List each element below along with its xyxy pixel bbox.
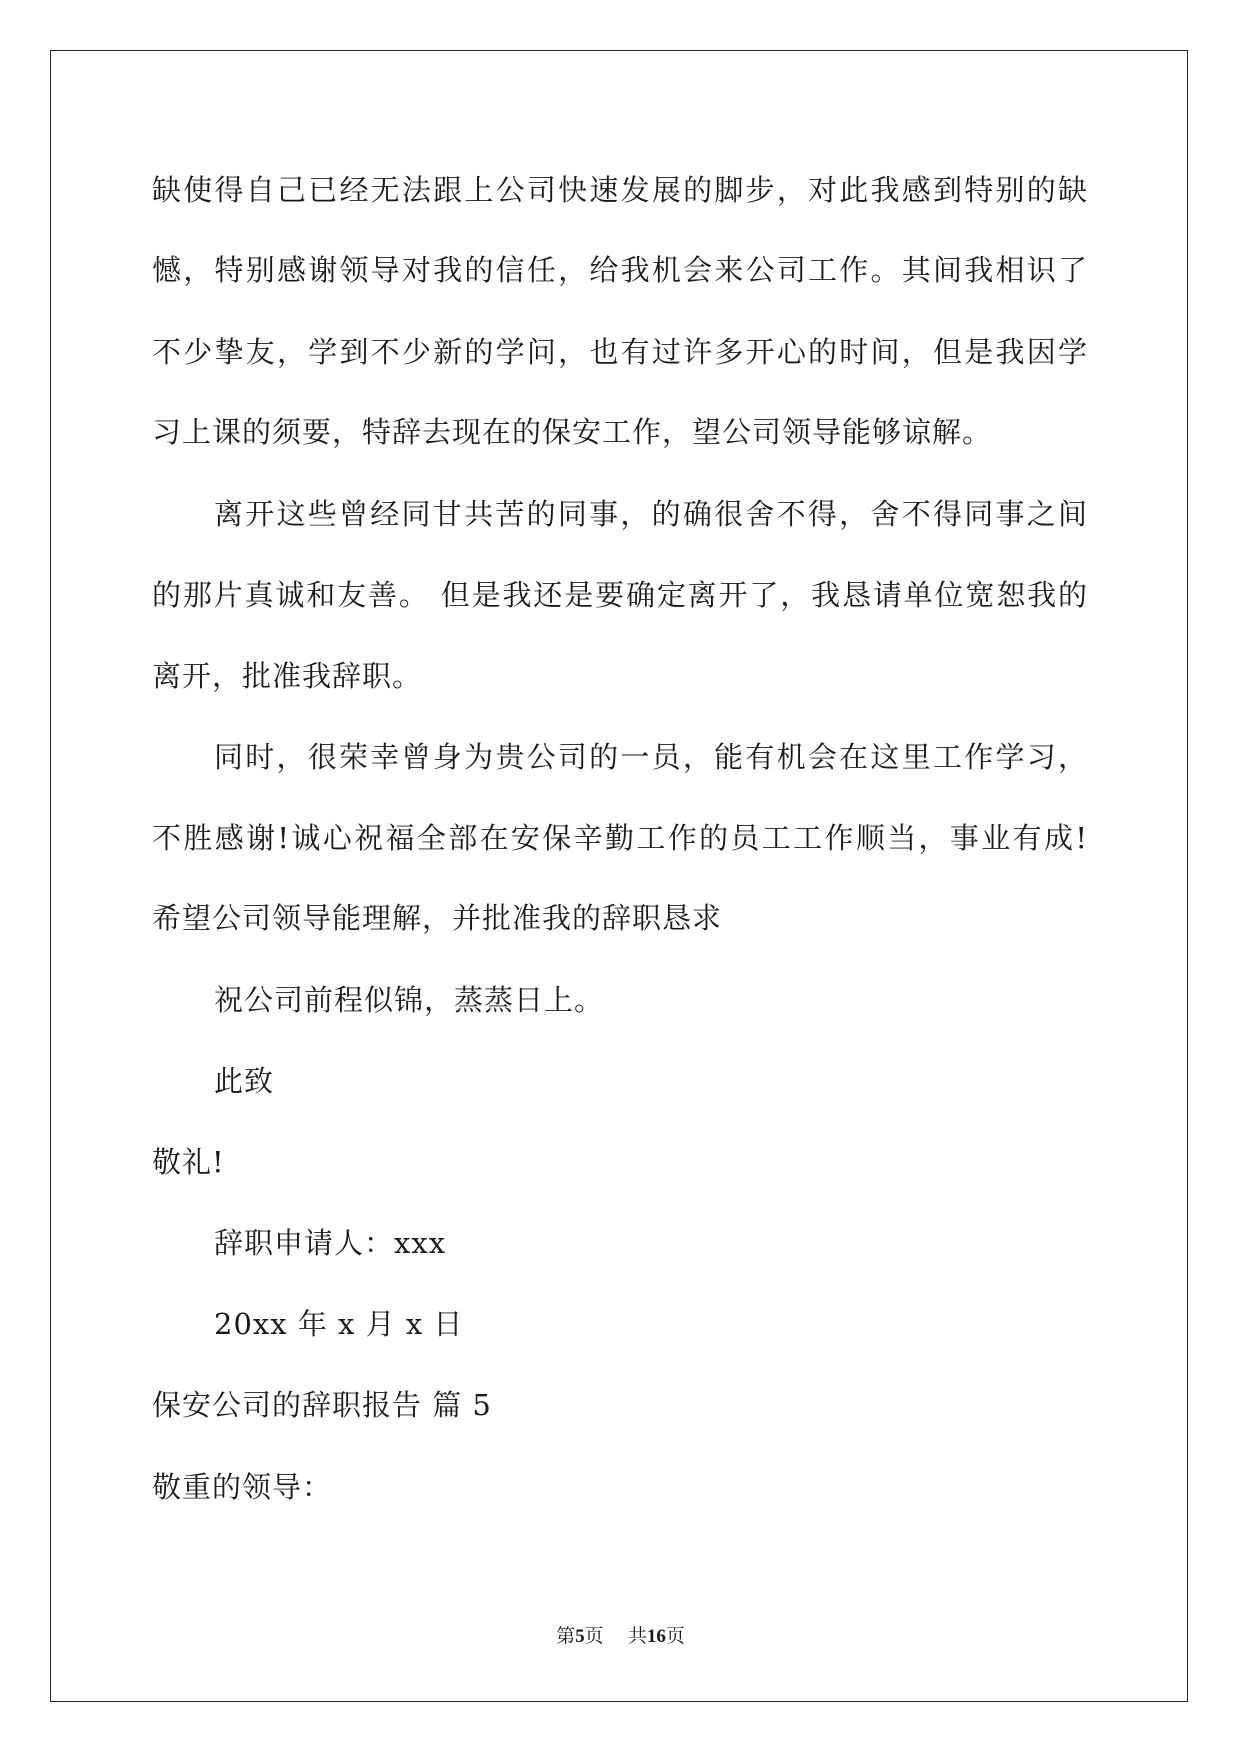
- body-text-line: 缺使得自己已经无法跟上公司快速发展的脚步，对此我感到特别的缺: [152, 173, 1087, 207]
- body-text-line: 习上课的须要，特辞去现在的保安工作，望公司领导能够谅解。: [152, 415, 993, 449]
- body-text-line: 离开这些曾经同甘共苦的同事，的确很舍不得，舍不得同事之间: [214, 497, 1087, 531]
- closing-wish: 祝公司前程似锦，蒸蒸日上。: [214, 983, 605, 1017]
- page-footer: [0, 1624, 1241, 1649]
- body-text-line: 同时，很荣幸曾身为贵公司的一员，能有机会在这里工作学习，: [214, 740, 1087, 774]
- salutation-closing: 此致: [214, 1064, 275, 1098]
- page-prefix: 第: [556, 1625, 576, 1647]
- page-number: 5: [575, 1626, 585, 1647]
- page-border: [50, 50, 1188, 1702]
- body-text-line: 不少挚友，学到不少新的学问，也有过许多开心的时间，但是我因学: [152, 335, 1087, 369]
- section-heading: 保安公司的辞职报告 篇 5: [152, 1388, 492, 1422]
- signature-line: 辞职申请人：xxx: [214, 1226, 447, 1260]
- date-line: 20xx 年 x 月 x 日: [214, 1307, 464, 1341]
- body-text-line: 希望公司领导能理解，并批准我的辞职恳求: [152, 901, 723, 935]
- total-pages: 16: [646, 1626, 666, 1647]
- total-suffix: 页: [665, 1625, 685, 1647]
- greeting-line: 敬重的领导：: [152, 1470, 333, 1504]
- body-text-line: 的那片真诚和友善。 但是我还是要确定离开了，我恳请单位宽恕我的: [152, 578, 1087, 612]
- salutation-regards: 敬礼!: [152, 1145, 225, 1179]
- page-suffix: 页: [584, 1625, 604, 1647]
- total-prefix: 共: [627, 1625, 647, 1647]
- body-text-line: 不胜感谢!诚心祝福全部在安保辛勤工作的员工工作顺当，事业有成!: [152, 821, 1087, 855]
- body-text-line: 离开，批准我辞职。: [152, 659, 423, 693]
- body-text-line: 憾，特别感谢领导对我的信任，给我机会来公司工作。其间我相识了: [152, 253, 1087, 287]
